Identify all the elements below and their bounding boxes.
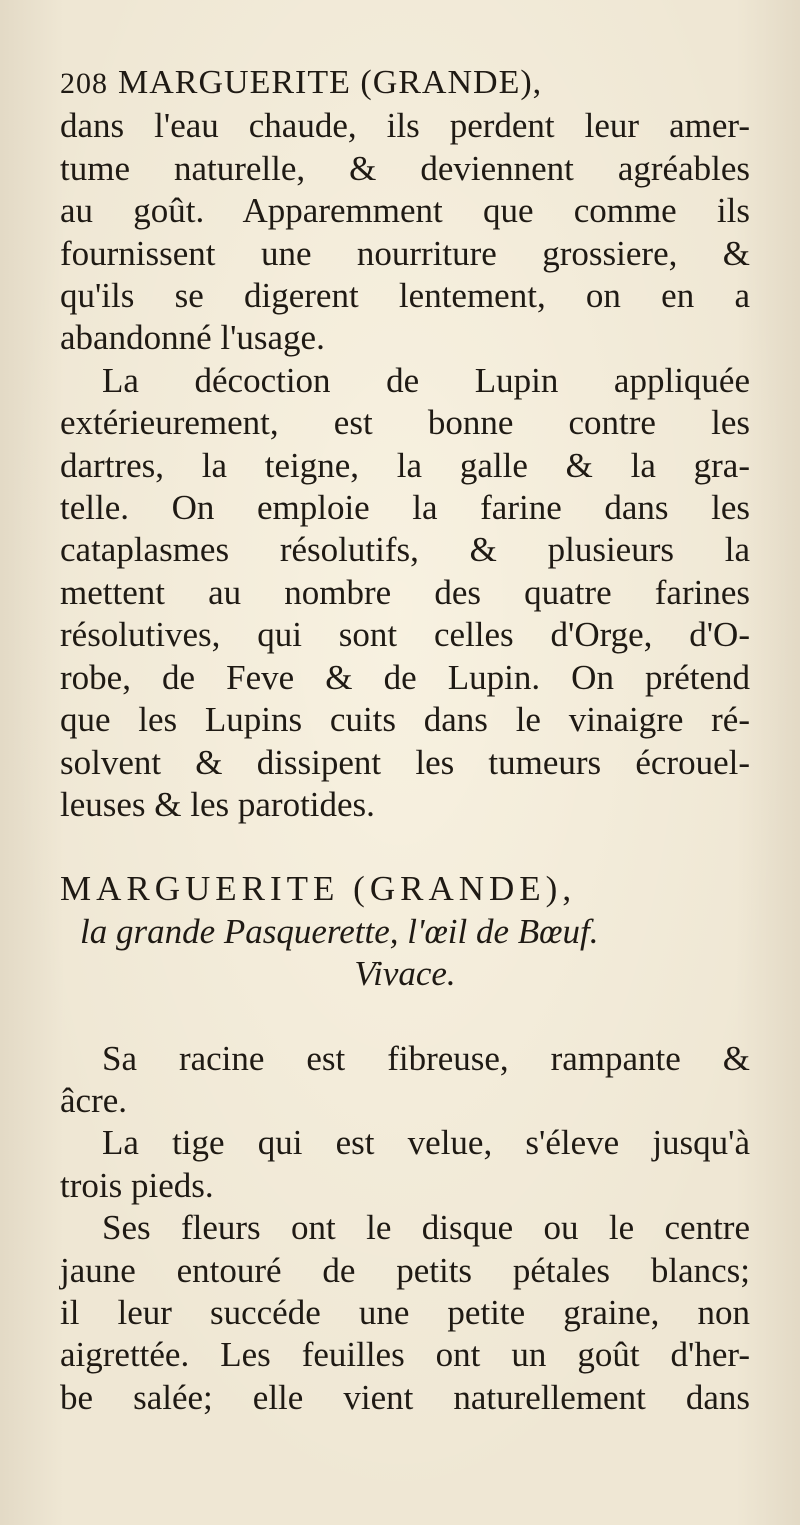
paragraph-root [60, 1038, 750, 1123]
text-line: Sa racine est fibreuse, rampante & [102, 1038, 750, 1078]
page-number: 208 [60, 67, 108, 100]
entry-title: MARGUERITE (GRANDE), [60, 869, 577, 909]
text-line: be salée; elle vient naturellement dans [60, 1377, 750, 1417]
text-line: dartres, la teigne, la galle & la gra- [60, 445, 750, 485]
text-line: trois pieds. [60, 1165, 214, 1205]
entry-subtitle: la grande Pasquerette, l'œil de Bœuf. [80, 911, 599, 951]
text-line: robe, de Feve & de Lupin. On prétend [60, 657, 750, 697]
entry-vivace: Vivace. [354, 954, 456, 994]
paragraph-stem [60, 1122, 750, 1207]
text-line: fournissent une nourriture grossiere, & [60, 233, 750, 273]
text-line: mettent au nombre des quatre farines [60, 572, 750, 612]
text-line: La tige qui est velue, s'éleve jusqu'à [102, 1123, 750, 1163]
text-line: au goût. Apparemment que comme ils [60, 191, 750, 231]
text-line: il leur succéde une petite graine, non [60, 1292, 750, 1332]
text-line: telle. On emploie la farine dans les [60, 488, 750, 528]
running-header [60, 62, 750, 105]
spacer [60, 826, 750, 868]
paragraph-decoction [60, 360, 750, 826]
paragraph-continued [60, 105, 750, 359]
text-line: âcre. [60, 1080, 128, 1120]
text-line: cataplasmes résolutifs, & plusieurs la [60, 530, 750, 570]
paragraph-flowers [60, 1207, 750, 1419]
running-title: MARGUERITE (GRANDE), [118, 64, 543, 101]
text-line: solvent & dissipent les tumeurs écrouel- [60, 742, 750, 782]
text-line: La décoction de Lupin appliquée [102, 360, 750, 400]
text-line: Ses fleurs ont le disque ou le centre [102, 1208, 750, 1248]
text-line: tume naturelle, & deviennent agréables [60, 148, 750, 188]
text-line: extérieurement, est bonne contre les [60, 403, 750, 443]
text-line: leuses & les parotides. [60, 784, 375, 824]
text-line: dans l'eau chaude, ils perdent leur amer- [60, 106, 750, 146]
text-line: que les Lupins cuits dans le vinaigre ré- [60, 700, 750, 740]
text-line: aigrettée. Les feuilles ont un goût d'her- [60, 1335, 750, 1375]
spacer [60, 996, 750, 1038]
text-line: abandonné l'usage. [60, 318, 325, 358]
text-line: résolutives, qui sont celles d'Orge, d'O- [60, 615, 750, 655]
entry-heading [60, 868, 750, 995]
page-text [60, 62, 750, 1419]
text-line: qu'ils se digerent lentement, on en a [60, 276, 750, 316]
text-line: jaune entouré de petits pétales blancs; [60, 1250, 750, 1290]
